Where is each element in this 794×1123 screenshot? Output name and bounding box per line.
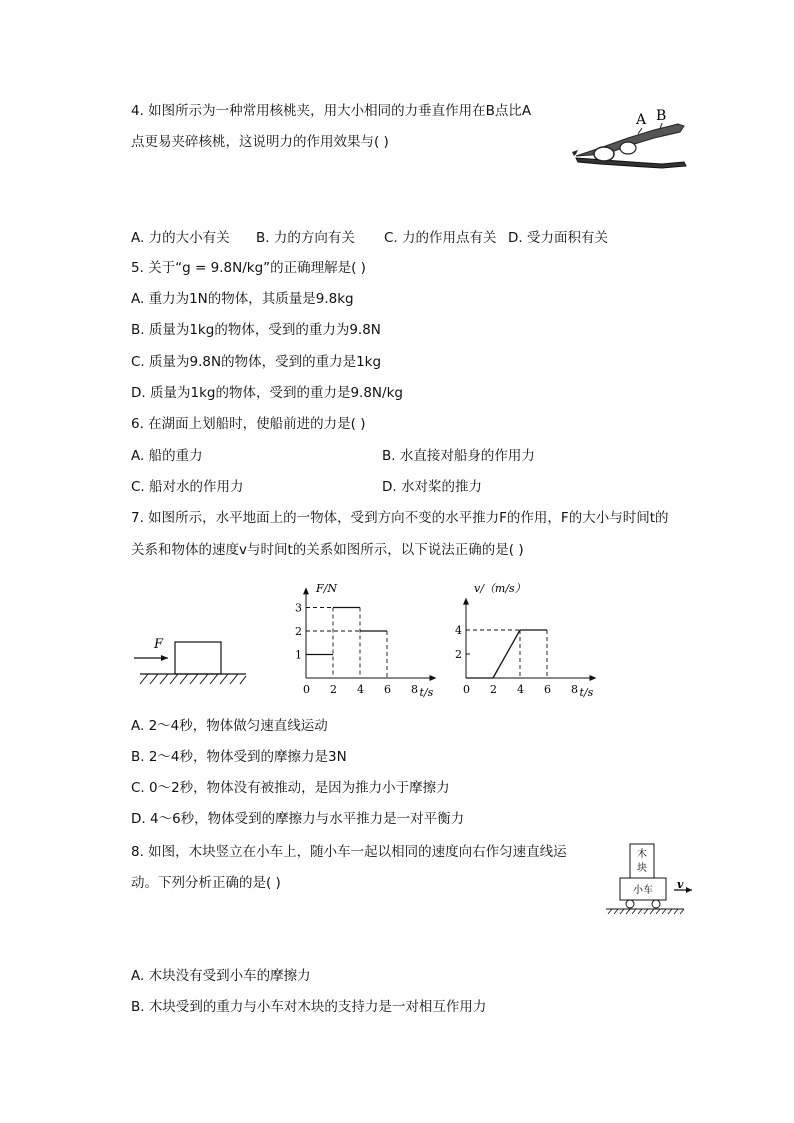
q5-option-b: B. 质量为1kg的物体，受到的重力为9.8N: [131, 322, 381, 338]
q4-stem-line2: 点更易夹碎核桃，这说明力的作用效果与( ): [131, 134, 389, 150]
q6-option-a: A. 船的重力: [131, 448, 203, 464]
y-tick-label: 3: [295, 601, 302, 615]
x-tick-label: 6: [544, 683, 551, 696]
q7-option-b: B. 2～4秒，物体受到的摩擦力是3N: [131, 749, 347, 765]
q6-option-c: C. 船对水的作用力: [131, 479, 244, 495]
cart-label: 小车: [633, 885, 653, 896]
block-label-2: 块: [637, 863, 647, 874]
q4-option-b: B. 力的方向有关: [256, 230, 355, 246]
q4-stem-line1: 4. 如图所示为一种常用核桃夹，用大小相同的力垂直作用在B点比A: [131, 103, 532, 119]
y-axis-label: F/N: [316, 582, 337, 595]
velocity-time-chart: [450, 574, 620, 702]
x-axis-arrow: [430, 675, 437, 681]
x-axis-label: t/s: [419, 686, 434, 699]
q7-option-d: D. 4～6秒，物体受到的摩擦力与水平推力是一对平衡力: [131, 811, 465, 827]
x-tick-label: 0: [303, 683, 310, 696]
x-tick-label: 4: [517, 683, 524, 696]
y-tick-label: 1: [295, 648, 302, 662]
y-tick-label: 4: [455, 624, 462, 637]
q8-stem-line1: 8. 如图，木块竖立在小车上，随小车一起以相同的速度向右作匀速直线运: [131, 844, 567, 860]
x-axis-label: t/s: [579, 686, 594, 699]
y-axis-arrow: [303, 587, 309, 594]
y-axis-label: v/（m/s）: [474, 582, 526, 595]
nutcracker-figure: [570, 104, 696, 170]
q5-option-a: A. 重力为1N的物体，其质量是9.8kg: [131, 291, 354, 307]
push-force-label: F: [154, 637, 164, 652]
x-tick-label: 8: [411, 683, 418, 696]
q6-option-b: B. 水直接对船身的作用力: [382, 448, 535, 464]
x-tick-label: 0: [463, 683, 470, 696]
q8-option-a: A. 木块没有受到小车的摩擦力: [131, 968, 311, 984]
y-axis-arrow: [463, 598, 469, 605]
x-tick-label: 2: [490, 683, 497, 696]
x-tick-label: 2: [330, 683, 337, 696]
q7-option-a: A. 2～4秒，物体做匀速直线运动: [131, 718, 328, 734]
q8-stem-line2: 动。下列分析正确的是( ): [131, 875, 281, 891]
q5-option-d: D. 质量为1kg的物体，受到的重力是9.8N/kg: [131, 385, 403, 401]
q6-stem: 6. 在湖面上划船时，使船前进的力是( ): [131, 416, 366, 432]
x-tick-label: 6: [384, 683, 391, 696]
x-axis-arrow: [590, 675, 597, 681]
point-a-label: A: [636, 112, 647, 128]
block-label-1: 木: [637, 849, 647, 860]
block-on-cart-figure: [604, 840, 696, 916]
q4-option-c: C. 力的作用点有关: [384, 230, 497, 246]
q7-option-c: C. 0～2秒，物体没有被推动，是因为推力小于摩擦力: [131, 780, 450, 796]
x-tick-label: 8: [571, 683, 578, 696]
x-tick-label: 4: [357, 683, 364, 696]
point-b-label: B: [656, 108, 667, 124]
series-segment: [493, 630, 520, 678]
q4-option-d: D. 受力面积有关: [508, 230, 608, 246]
y-tick-label: 2: [295, 625, 302, 638]
velocity-label: v: [677, 878, 684, 891]
q6-option-d: D. 水对桨的推力: [382, 479, 482, 495]
q5-stem: 5. 关于“g = 9.8N/kg”的正确理解是( ): [131, 260, 366, 276]
q8-option-b: B. 木块受到的重力与小车对木块的支持力是一对相互作用力: [131, 999, 487, 1015]
block-on-ground-figure: [128, 630, 248, 690]
q7-stem-line1: 7. 如图所示，水平地面上的一物体，受到方向不变的水平推力F的作用，F的大小与时间t的: [131, 510, 669, 526]
q4-option-a: A. 力的大小有关: [131, 230, 230, 246]
q5-option-c: C. 质量为9.8N的物体，受到的重力是1kg: [131, 354, 382, 370]
y-tick-label: 2: [455, 648, 462, 661]
force-time-chart: [290, 574, 450, 702]
q7-stem-line2: 关系和物体的速度v与时间t的关系如图所示，以下说法正确的是( ): [131, 542, 524, 558]
